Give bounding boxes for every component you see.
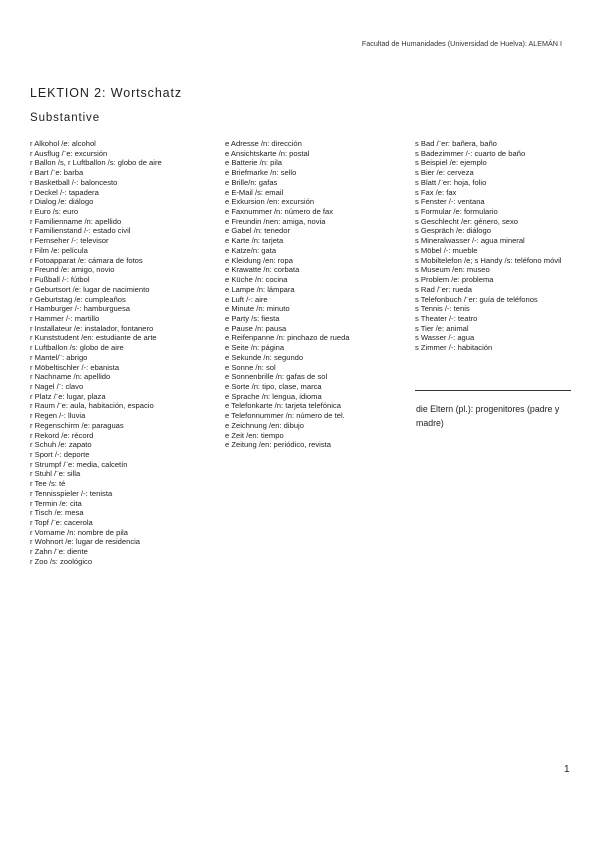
- vocab-entry: e Adresse /n: dirección: [225, 139, 302, 148]
- vocab-entry: s Fax /e: fax: [415, 187, 457, 197]
- vocab-entry: e Sorte /n: tipo, clase, marca: [225, 381, 322, 391]
- vocab-entry: r Luftballon /s: globo de aire: [30, 343, 124, 353]
- vocab-entry: e Briefmarke /n: sello: [225, 168, 297, 178]
- masculine-nouns-column: [30, 139, 220, 567]
- neuter-nouns-column: [415, 139, 575, 353]
- vocab-entry: e Exkursion /en: excursión: [225, 197, 315, 207]
- vocab-entry: s Bad /¨er: bañera, baño: [415, 139, 497, 148]
- vocab-entry: e Sonne /n: sol: [225, 362, 276, 372]
- vocab-entry: s Mineralwasser /-: agua mineral: [415, 236, 525, 246]
- vocab-entry: e Luft /-: aire: [225, 294, 268, 304]
- vocab-entry: s Gespräch /e: diálogo: [415, 226, 491, 236]
- vocab-entry: r Raum /¨e: aula, habitación, espacio: [30, 401, 154, 411]
- vocab-entry: e Brille/n: gafas: [225, 177, 278, 187]
- vocab-entry: r Kunststudent /en: estudiante de arte: [30, 333, 157, 343]
- vocab-entry: r Platz /¨e: lugar, plaza: [30, 391, 106, 401]
- vocab-entry: r Ausflug /¨e: excursión: [30, 148, 108, 158]
- vocab-entry: s Blatt /¨er: hoja, folio: [415, 177, 487, 187]
- vocab-entry: r Fernseher /-: televisor: [30, 236, 109, 246]
- vocab-entry: r Regenschirm /e: paraguas: [30, 420, 124, 430]
- vocab-entry: s Beispiel /e: ejemplo: [415, 158, 487, 168]
- vocab-entry: s Formular /e: formulario: [415, 207, 498, 217]
- vocab-entry: r Bart /¨e: barba: [30, 168, 84, 178]
- vocab-entry: r Möbeltischler /-: ebanista: [30, 362, 120, 372]
- vocab-entry: r Deckel /-: tapadera: [30, 187, 99, 197]
- vocab-entry: e Gabel /n: tenedor: [225, 226, 291, 236]
- vocab-entry: r Hamburger /-: hamburguesa: [30, 304, 131, 314]
- vocab-entry: r Basketball /-: baloncesto: [30, 177, 118, 187]
- page-title: LEKTION 2: Wortschatz: [30, 86, 183, 100]
- vocab-entry: s Möbel /-: mueble: [415, 245, 478, 255]
- vocab-entry: r Termin /e: cita: [30, 498, 82, 508]
- vocab-entry: e Küche /n: cocina: [225, 275, 288, 285]
- vocab-entry: r Hammer /-: martillo: [30, 313, 100, 323]
- vocab-entry: e Party /s: fiesta: [225, 313, 280, 323]
- vocab-entry: e Zeit /en: tiempo: [225, 430, 284, 440]
- vocab-entry: s Geschlecht /er: género, sexo: [415, 216, 518, 226]
- vocab-entry: e Sekunde /n: segundo: [225, 352, 304, 362]
- vocab-entry: e Lampe /n: lámpara: [225, 284, 295, 294]
- vocab-entry: r Installateur /e: instalador, fontanero: [30, 323, 154, 333]
- vocab-entry: r Mantel/¨: abrigo: [30, 352, 88, 362]
- vocab-entry: e Pause /n: pausa: [225, 323, 287, 333]
- vocab-entry: e Zeichnung /en: dibujo: [225, 420, 304, 430]
- vocab-entry: r Familienname /n: apellido: [30, 216, 122, 226]
- vocab-entry: e Telefonkarte /n: tarjeta telefónica: [225, 401, 341, 411]
- vocab-entry: s Mobiltelefon /e; s Handy /s: teléfono móvil: [415, 255, 562, 265]
- vocab-entry: e Katze/n: gata: [225, 245, 277, 255]
- vocab-entry: s Problem /e: problema: [415, 275, 494, 285]
- vocab-entry: r Rekord /e: récord: [30, 430, 94, 440]
- vocab-entry: s Wasser /-: agua: [415, 333, 475, 343]
- vocab-entry: r Schuh /e: zapato: [30, 440, 92, 450]
- vocab-entry: r Zoo /s: zoológico: [30, 556, 93, 566]
- vocab-entry: r Geburtstag /e: cumpleaños: [30, 294, 126, 304]
- vocab-entry: e Zeitung /en: periódico, revista: [225, 440, 331, 450]
- vocab-entry: r Nagel /¨: clavo: [30, 381, 84, 391]
- vocab-entry: e Minute /n: minuto: [225, 304, 290, 314]
- vocab-entry: r Dialog /e: diálogo: [30, 197, 94, 207]
- vocab-entry: r Nachname /n: apellido: [30, 372, 111, 382]
- vocab-entry: r Vorname /n: nombre de pila: [30, 527, 128, 537]
- vocab-entry: s Bier /e: cerveza: [415, 168, 474, 178]
- vocab-entry: e Sprache /n: lengua, idioma: [225, 391, 322, 401]
- vocab-entry: s Fenster /-: ventana: [415, 197, 485, 207]
- vocab-entry: s Tennis /-: tenis: [415, 304, 470, 314]
- feminine-nouns-column: [225, 139, 410, 450]
- section-title: Substantive: [30, 112, 100, 124]
- vocab-entry: r Familienstand /-: estado civil: [30, 226, 131, 236]
- vocab-entry: s Rad /¨er: rueda: [415, 284, 472, 294]
- vocab-entry: e Krawatte /n: corbata: [225, 265, 300, 275]
- vocab-entry: s Telefonbuch /¨er: guía de teléfonos: [415, 294, 538, 304]
- vocab-entry: r Stuhl /¨e: silla: [30, 469, 81, 479]
- vocab-entry: e Karte /n: tarjeta: [225, 236, 284, 246]
- vocab-entry: r Freund /e: amigo, novio: [30, 265, 115, 275]
- vocab-entry: e E-Mail /s: email: [225, 187, 284, 197]
- vocab-entry: r Ballon /s, r Luftballon /s: globo de aire: [30, 158, 162, 168]
- vocab-entry: r Tisch /e: mesa: [30, 508, 84, 518]
- plural-note: die Eltern (pl.): progenitores (padre y madre): [416, 404, 560, 428]
- vocab-entry: s Zimmer /-: habitación: [415, 343, 493, 353]
- vocab-entry: e Kleidung /en: ropa: [225, 255, 293, 265]
- vocab-entry: r Euro /s: euro: [30, 207, 79, 217]
- vocab-entry: r Tennisspieler /-: tenista: [30, 488, 113, 498]
- vocab-entry: s Theater /-: teatro: [415, 313, 478, 323]
- vocab-entry: e Seite /n: página: [225, 343, 285, 353]
- vocab-entry: r Regen /-: lluvia: [30, 411, 86, 421]
- page-number: 1: [564, 764, 570, 775]
- page-header: Facultad de Humanidades (Universidad de Huelva): ALEMÁN I: [361, 39, 562, 48]
- divider: [415, 390, 571, 391]
- vocab-entry: r Film /e: película: [30, 245, 88, 255]
- vocab-entry: r Topf /¨e: cacerola: [30, 518, 93, 528]
- vocab-entry: r Sport /-: deporte: [30, 450, 90, 459]
- vocab-entry: e Telefonnummer /n: número de tel.: [225, 411, 345, 421]
- vocab-entry: e Faxnummer /n: número de fax: [225, 207, 334, 217]
- vocab-entry: r Fotoapparat /e: cámara de fotos: [30, 255, 143, 265]
- vocab-entry: r Wohnort /e: lugar de residencia: [30, 537, 141, 547]
- vocab-entry: r Alkohol /e: alcohol: [30, 139, 96, 148]
- vocab-entry: e Ansichtskarte /n: postal: [225, 148, 310, 158]
- vocab-entry: s Badezimmer /-: cuarto de baño: [415, 148, 526, 158]
- vocab-entry: r Tee /s: té: [30, 479, 66, 489]
- vocab-entry: e Reifenpanne /n: pinchazo de rueda: [225, 333, 350, 343]
- vocab-entry: s Tier /e: animal: [415, 323, 469, 333]
- vocab-entry: e Batterie /n: pila: [225, 158, 282, 168]
- vocab-entry: e Freundin /nen: amiga, novia: [225, 216, 326, 226]
- vocab-entry: r Strumpf /¨e: media, calcetín: [30, 459, 128, 469]
- vocab-entry: s Museum /en: museo: [415, 265, 490, 275]
- vocab-entry: r Fußball /-: fútbol: [30, 275, 90, 285]
- vocab-entry: r Geburtsort /e: lugar de nacimiento: [30, 284, 150, 294]
- vocab-entry: r Zahn /¨e: diente: [30, 547, 88, 557]
- vocab-entry: e Sonnenbrille /n: gafas de sol: [225, 372, 328, 382]
